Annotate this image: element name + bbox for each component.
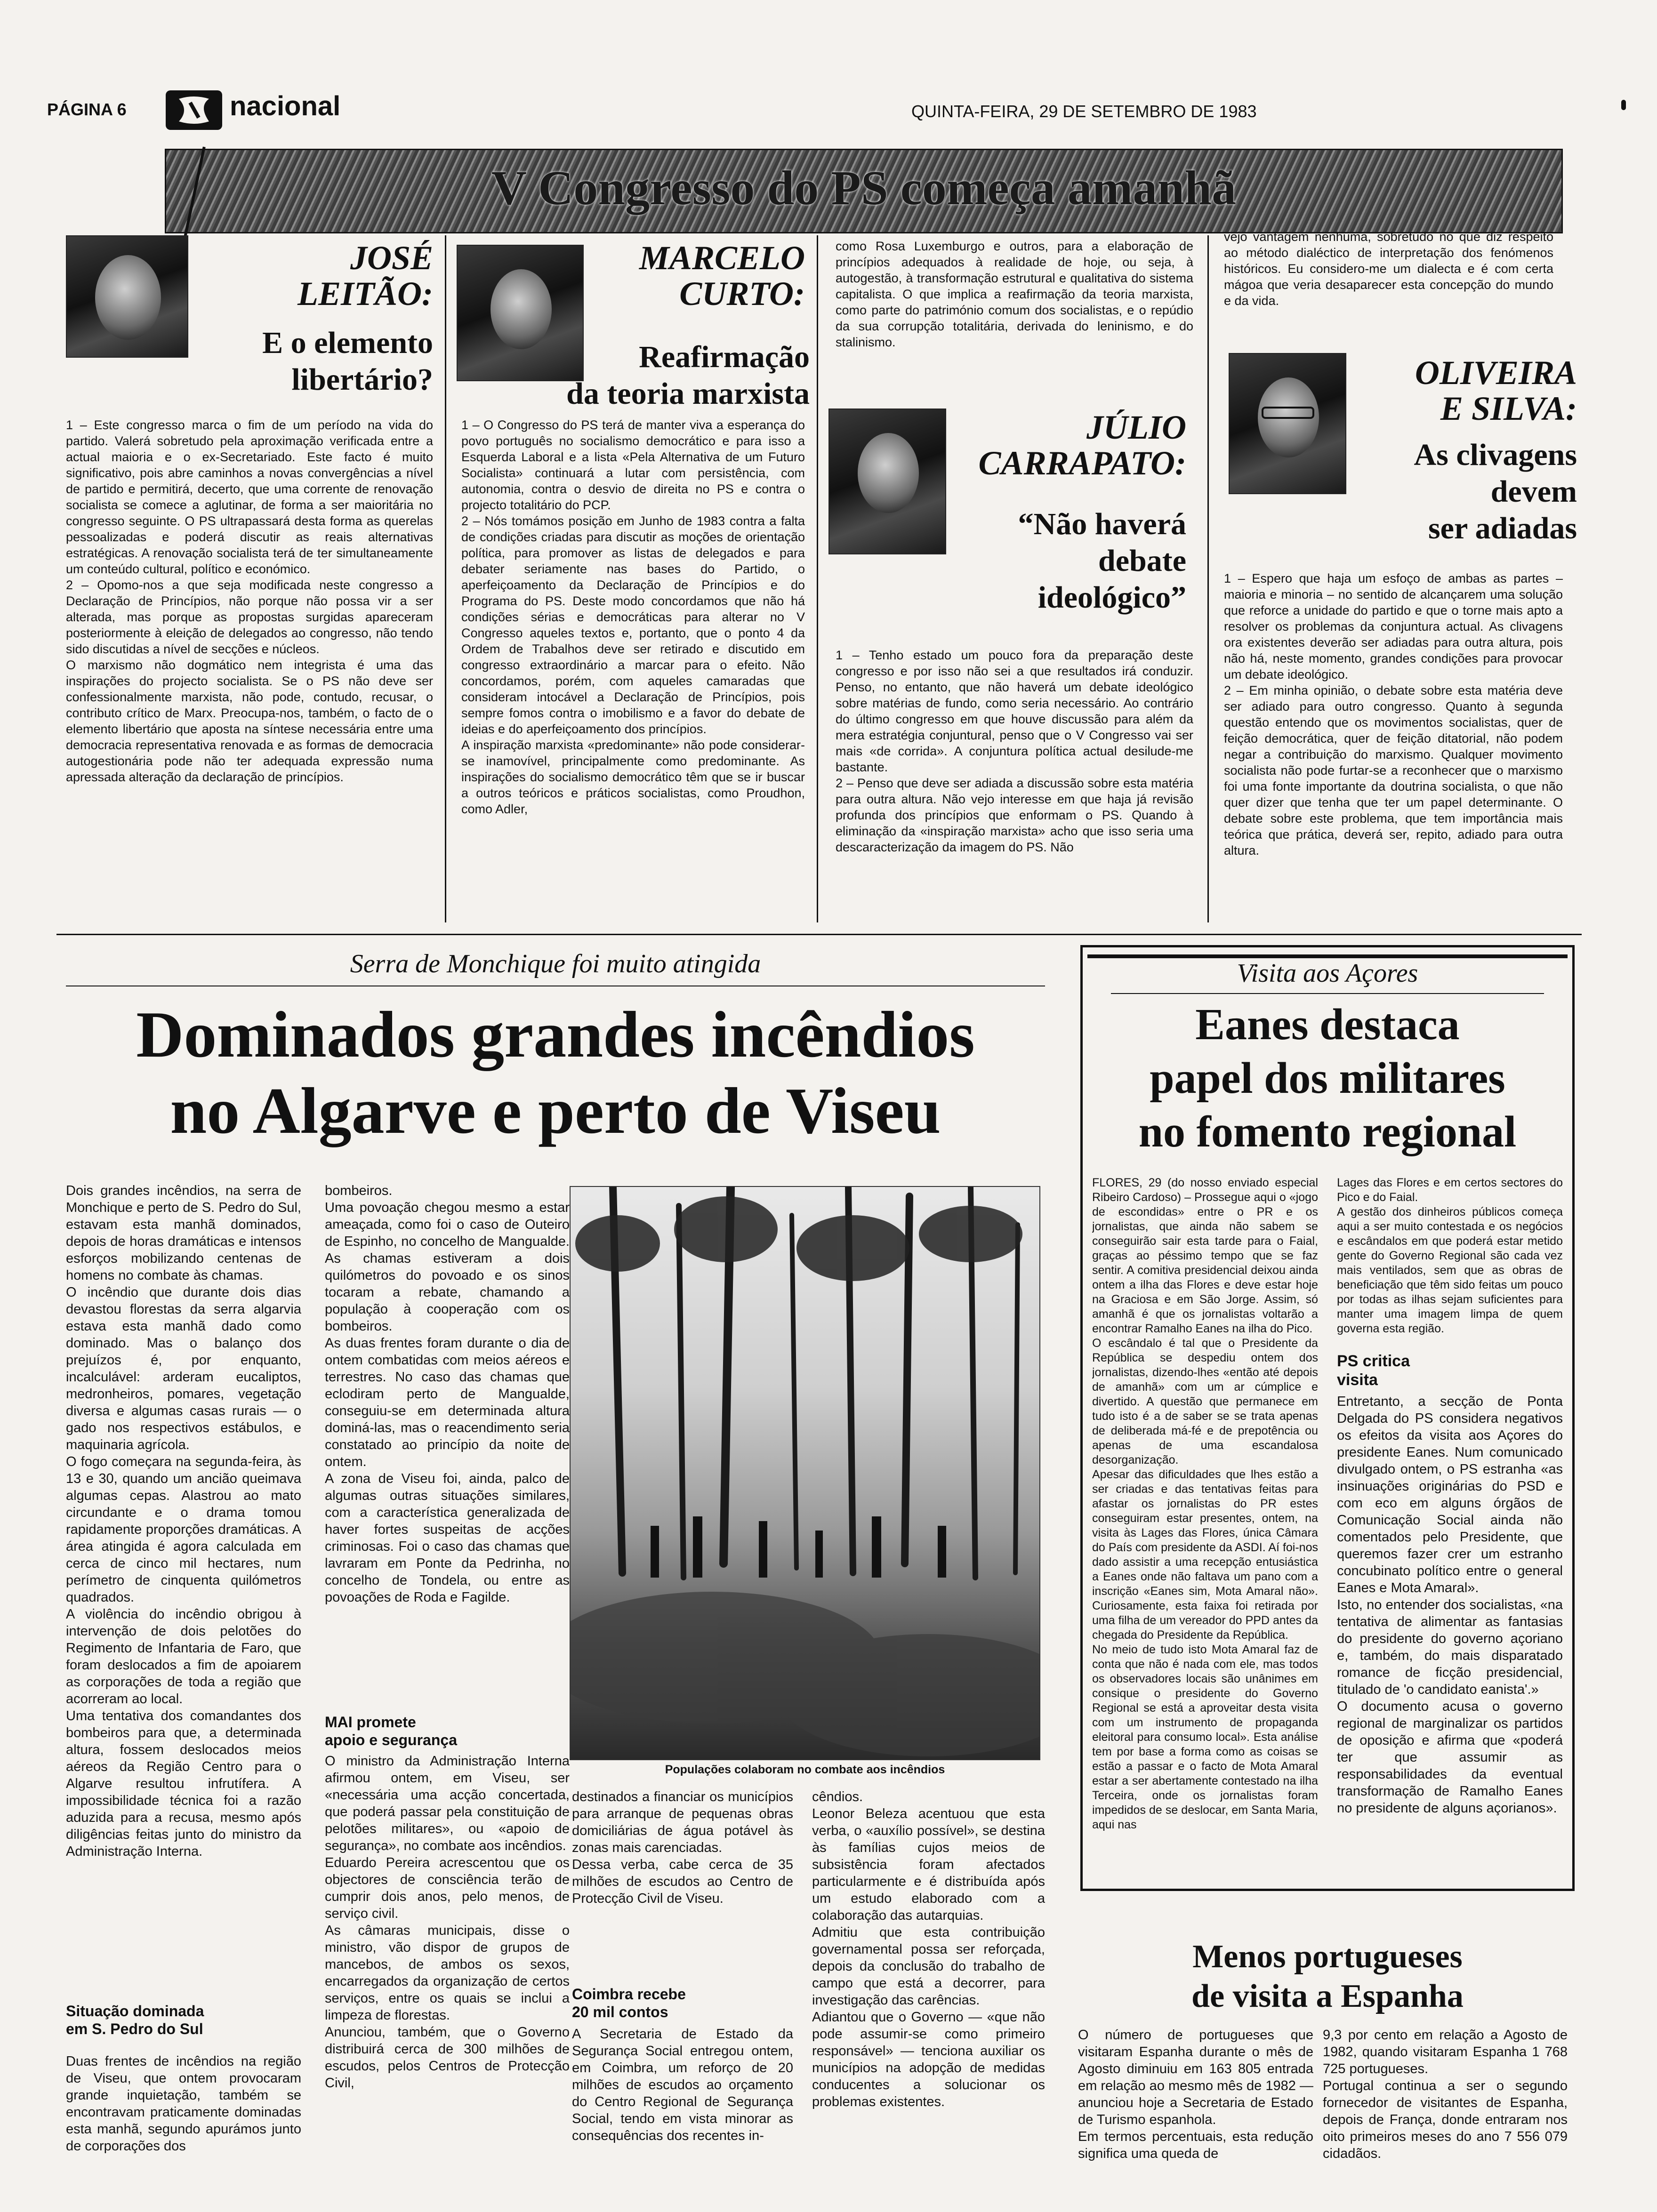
column-rule	[817, 235, 818, 922]
azores-headline: Eanes destaca papel dos militares no fomento regional	[1138, 1000, 1517, 1156]
azores-kicker: Visita aos Açores	[1237, 959, 1418, 988]
carrapato-headline: “Não haverá debate ideológico”	[1018, 507, 1186, 615]
fire-photo-caption: Populações colaboram no combate aos incêndios	[665, 1763, 945, 1776]
fires-col4: cêndios. Leonor Beleza acentuou que esta verba, o «auxílio possível», se destina às famílias cujos meios de subsistência foram afectados particularmente e é distribuída após um estudo elaborado com a colaboração das autarquias. Admitiu que esta contribuição governamental possa ser reforçada, depois da conclusão do trabalho de campo que está a decorrer, para investigação das carências. Adiantou que o Governo — «que não pode assumir-se como primeiro responsável» — tenciona auxiliar os municípios na adopção de medidas conducentes a solucionar os problemas existentes.	[812, 1789, 1045, 2109]
column-rule	[1207, 235, 1209, 922]
carrapato-text: 1 – Tenho estado um pouco fora da preparação deste congresso e por isso não sei a que resultados irá conduzir. Penso, no entanto, que não haverá um debate ideológico sobre matérias de fundo, como seria necessário. Ao contrário do último congresso em que houve discussão para além da mera estratégia conjuntural, penso que o V Congresso vai ser mais «de corrida». A conjuntura política actual desilude-me bastante. 2 – Penso que deve ser adiada a discussão sobre esta matéria para outra altura. Não vejo interesse em que haja já revisão profunda dos princípios que enformam o PS. Quando à eliminação da «inspiração marxista» acho que isso seria uma descaracterização da imagem do PS. Não	[836, 648, 1193, 854]
spain-col2: 9,3 por cento em relação a Agosto de 1982, quando visitaram Espanha 1 768 725 portugueses. Portugal continua a ser o segundo fornecedor de visitantes de Espanha, depois de França, donde entraram nos oito primeiros meses do ano 7 556 079 cidadãos.	[1323, 2028, 1568, 2161]
congress-banner-title: V Congresso do PS começa amanhã	[491, 161, 1237, 215]
curto-name: MARCELO CURTO:	[639, 239, 805, 313]
azores-col2b: Entretanto, a secção de Ponta Delgada do PS considera negativos os efeitos da visita aos Açores do presidente Eanes. Num comunicado divulgado ontem, o PS estranha «as insinuações originárias do PSD e com eco em alguns órgãos de Comunicação Social ainda não comentados pelo Presidente, que queremos fazer crer um estranho concubinato político entre o general Eanes e Mota Amaral». Isto, no entender dos socialistas, «na tentativa de alimentar as fantasias do presidente do governo açoriano e, também, do mais disparatado romance de ficção presidencial, titulado de 'o candidato eanista'.» O documento acusa o governo regional de marginalizar os partidos de oposição e afirma que «poderá ter que assumir as responsabilidades da eventual transformação de Ramalho Eanes no presidente de alguns açorianos».	[1337, 1394, 1563, 1816]
curto-headline: Reafirmação da teoria marxista	[566, 340, 810, 411]
fires-kicker: Serra de Monchique foi muito atingida	[350, 949, 761, 978]
silva-name: OLIVEIRA E SILVA:	[1415, 354, 1577, 427]
azores-col1: FLORES, 29 (do nosso enviado especial Ribeiro Cardoso) – Prossegue aqui o «jogo de escondidas» entre o PR e os jornalistas, que ainda não sabem se conseguirão sair esta tarde para o Faial, graças ao péssimo tempo que se faz sentir. A comitiva presidencial deixou ainda ontem a ilha das Flores e deve estar hoje na Graciosa e em São Jorge. Assim, só amanhã é que os jornalistas voltarão a encontrar Ramalho Eanes na ilha do Pico. O escândalo é tal que o Presidente da República se despediu ontem dos jornalistas, dizendo-lhes «então até depois de amanhã» com um ar cúmplice e divertido. A questão que permanece em tudo isto é a de saber se se trata apenas de deliberada má-fé e de prepotência ou apenas de uma escandalosa desorganização. Apesar das dificuldades que lhes estão a ser criadas e das tentativas feitas para afastar os jornalistas do PR estes conseguiram estar presentes, ontem, na visita às Lages das Flores, única Câmara do País com presidente da ASDI. Aí foi-nos dado assistir a uma recepção entusiástica a Eanes onde não faltava um pano com a inscrição «Eanes sim, Mota Amaral não». Curiosamente, esta faixa foi retirada por uma filha de um vereador do PPD antes da chegada do Presidente da República. No meio de tudo isto Mota Amaral faz de conta que não é nada com ele, mas todos os observadores locais são unânimes em consique o presidente do Governo Regional se está a aproveitar desta visita com um instrumento de propaganda eleitoral para consumo local». Esta análise tem por base a forma como as coisas se estão a passar e o facto de Mota Amaral estar a ser abertamente contestado na ilha Terceira, onde os jornalistas foram impedidos de se deslocar, em Santa Maria, aqui nas	[1092, 1176, 1318, 1831]
fires-subhead-3: Coimbra recebe 20 mil contos	[572, 1986, 686, 2020]
page-label: PÁGINA 6	[47, 100, 127, 119]
section-title: nacional	[230, 91, 341, 121]
fires-subhead-2: MAI promete apoio e segurança	[325, 1714, 457, 1748]
curto-text: 1 – O Congresso do PS terá de manter viva a esperança do povo português no socialismo democrático e para isso a Esquerda Laboral e a lista «Pela Alternativa de um Futuro Socialista» continuará a lutar com persistência, com autonomia, contra o desvio de direita no PS e contra o projecto totalitário do PCP. 2 – Nós tomámos posição em Junho de 1983 contra a falta de condições criadas para discutir as moções de orientação política, para promover as listas de delegados e para debater seriamente nas bases do Partido, o aperfeiçoamento da Declaração de Princípios e do Programa do PS. Deste modo concordamos que não há condições sérias e democráticas para alterar no V Congresso aqueles textos e, portanto, que o ponto 4 da Ordem de Trabalhos deve ser retirado e discutido em congresso extraordinário a marcar para o efeito. Não concordamos, porém, com aqueles camaradas que consideram intocável a Declaração de Princípios, pois sempre fomos contra o imobilismo e a favor do debate de ideias e do aperfeiçoamento dos princípios. A inspiração marxista «predominante» não pode considerar-se inamovível, principalmente como predominante. As inspirações do socialismo democrático têm que se ir buscar a outros teóricos e práticos socialistas, como Proudhon, como Adler,	[461, 418, 805, 816]
top-dot	[1621, 100, 1626, 110]
fires-col1b: Duas frentes de incêndios na região de Viseu, que ontem provocaram grande inquietação, também se encontravam praticamente dominadas esta manhã, segundo apurámos junto de corporações dos	[66, 2054, 301, 2154]
fires-col2b: O ministro da Administração Interna afirmou ontem, em Viseu, ser «necessária uma acção concertada, que poderá passar pela constituição de pelotões militares», ou «apoio de segurança», no combate aos incêndios. Eduardo Pereira acrescentou que os objectores de consciência terão de cumprir dois anos, pelo menos, de serviço civil. As câmaras municipais, disse o ministro, vão dispor de grupos de mancebos, de ambos os sexos, encarregados da organização de certos serviços, entre os quais se inclui a limpeza de florestas. Anunciou, também, que o Governo distribuirá cerca de 300 milhões de escudos, pelos Centros de Protecção Civil,	[325, 1754, 570, 2091]
carrapato-name: JÚLIO CARRAPATO:	[978, 409, 1186, 482]
curto-continuation: como Rosa Luxemburgo e outros, para a elaboração de princípios adequados à realidade de hoje, ou seja, à autogestão, à transformação estrutural e qualitativa do sistema capitalista. O que implica a reafirmação da teoria marxista, como parte do património comum dos socialistas, e o repúdio da sua corrupção totalitária, derivada do leninismo, e do stalinismo.	[836, 239, 1193, 349]
spain-col1: O número de portugueses que visitaram Espanha durante o mês de Agosto diminuiu em 163 805 entrada em relação ao mesmo mês de 1982 — anunciou hoje a Secretaria de Estado de Turismo espanhola. Em termos percentuais, esta redução significa uma queda de	[1078, 2028, 1313, 2161]
spain-headline: Menos portugueses de visita a Espanha	[1191, 1939, 1464, 2014]
fires-col2: bombeiros. Uma povoação chegou mesmo a estar ameaçada, como foi o caso de Outeiro de Espinho, no concelho de Mangualde. As chamas estiveram a dois quilómetros do povoado e os sinos tocaram a rebate, chamando a população à cooperação com os bombeiros. As duas frentes foram durante o dia de ontem combatidas com meios aéreos e terrestres. No caso das chamas que eclodiram perto de Mangualde, conseguiu-se em determinada altura dominá-las, mas o reacendimento seria constatado ao princípio da noite de ontem. A zona de Viseu foi, ainda, palco de algumas outras situações similares, com a característica generalizada de haver fortes suspeitas de acções criminosas. Foi o caso das chamas que lavraram em Ponte da Pedrinha, no concelho de Tondela, ou entre as povoações de Roda e Fagilde.	[325, 1183, 570, 1605]
silva-text: 1 – Espero que haja um esfoço de ambas as partes – maioria e minoria – no sentido de alcançarem uma solução que reforce a unidade do partido e que o torne mais apto a resolver os problemas da conjuntura actual. As clivagens ora existentes deverão ser adiadas para outra altura, pois não há, neste momento, grandes condições para provocar um debate ideológico. 2 – Em minha opinião, o debate sobre esta matéria deve ser adiado para outro congresso. Quanto à segunda questão entendo que os movimentos socialistas, quer de feição democrática, quer de feição ditatorial, não podem negar a contribuição do marxismo. Qualquer movimento socialista não pode furtar-se a reconhecer que o marxismo foi uma fonte importante da doutrina socialista, o que não quer dizer que tenha que ter um papel determinante. O debate sobre este problema, que tem importância mais teórica que prática, deverá ser, repito, adiado para outra altura.	[1224, 571, 1563, 858]
fire-photo	[570, 1186, 1040, 1760]
column-rule	[445, 235, 446, 922]
leitao-name: JOSÉ LEITÃO:	[298, 239, 433, 313]
fires-headline: Dominados grandes incêndios no Algarve e perto de Viseu	[136, 998, 975, 1147]
azores-subhead: PS critica visita	[1337, 1352, 1410, 1389]
fires-col3b: A Secretaria de Estado da Segurança Social entregou ontem, em Coimbra, um reforço de 20 milhões de escudos ao orçamento do Centro Regional de Segurança Social, tendo em vista minorar as consequências dos recentes in-	[572, 2027, 793, 2143]
silva-headline: As clivagens devem ser adiadas	[1414, 438, 1577, 545]
azores-top-rule	[1087, 954, 1568, 958]
leitao-text: 1 – Este congresso marca o fim de um período na vida do partido. Valerá sobretudo pela aproximação verificada entre a actual maioria e o ex-Secretariado. Este facto é muito significativo, pois abre caminhos a novas convergências a nível de partido e permitirá, decerto, que uma corrente de renovação socialista se comece a aglutinar, de forma a ser maioritária no congresso seguinte. O PS ultrapassará desta forma as querelas pessoalizadas e poderá discutir as reais alternativas estratégicas. A renovação socialista terá de ter simultaneamente um conteúdo cultural, político e económico. 2 – Opomo-nos a que seja modificada neste congresso a Declaração de Princípios, não porque não possa vir a ser alterada, mas porque as propostas surgidas apareceram posteriormente à eleição de delegados ao congresso, não tendo sido discutidas a nível de secções e núcleos. O marxismo não dogmático nem integrista é uma das inspirações do projecto socialista. Se o PS não deve ser confessionalmente marxista, não pode, contudo, recusar, o contributo crítico de Marx. Preocupa-nos, também, o facto de o elemento libertário que aposta na síntese necessária entre uma democracia representativa renovada e as formas de democracia autogestionária pode não ter adequada expressão numa apressada alteração da declaração de princípios.	[66, 418, 433, 784]
section-divider	[56, 934, 1582, 935]
azores-col2: Lages das Flores e em certos sectores do Pico e do Faial. A gestão dos dinheiros públicos começa aqui a ser muito contestada e os negócios e escândalos em que poderá estar metido gente do Governo Regional são cada vez mais ventilados, sem que as obras de beneficiação que têm sido feitas um pouco por todas as ilhas sejam suficientes para manter uma imagem limpa de quem governa esta região.	[1337, 1176, 1563, 1335]
kicker-rule	[1111, 993, 1544, 994]
fires-col1: Dois grandes incêndios, na serra de Monchique e perto de S. Pedro do Sul, estavam esta manhã dominados, depois de horas dramáticas e intensos esforços mobilizando centenas de homens no combate às chamas. O incêndio que durante dois dias devastou florestas da serra algarvia estava esta manhã dado como dominado. Mas o balanço dos prejuízos é, por enquanto, incalculável: arderam eucaliptos, medronheiros, pomares, vegetação diversa e algumas casas rurais — o gado nos respectivos estábulos, e maquinaria agrícola. O fogo começara na segunda-feira, às 13 e 30, quando um ancião queimava algumas cepas. Alastrou ao mato circundante e o drama tomou rapidamente proporções dramáticas. A área atingida é agora calculada em cerca de cinco mil hectares, num perímetro de cinquenta quilómetros quadrados. A violência do incêndio obrigou à intervenção de dois pelotões do Regimento de Infantaria de Faro, que foram deslocados a fim de apoiarem as corporações de toda a região que acorreram ao local. Uma tentativa dos comandantes dos bombeiros para que, a determinada altura, fossem deslocados meios aéreos da Região Centro para o Algarve resultou infrutífera. A impossibilidade técnica foi a razão aduzida para a recusa, mesmo após diligências feitas junto do ministro da Administração Interna.	[66, 1183, 301, 1859]
silva-continuation: vejo vantagem nenhuma, sobretudo no que diz respeito ao método dialéctico de interpretação dos fenómenos históricos. Eu considero-me um dialecta e é com certa mágoa que veria desaparecer esta concepção do mundo e da vida.	[1224, 230, 1553, 308]
fires-col3: destinados a financiar os municípios para arranque de pequenas obras domiciliárias de água potável às zonas mais carenciadas. Dessa verba, cabe cerca de 35 milhões de escudos ao Centro de Protecção Civil de Viseu.	[572, 1789, 793, 1906]
section-logo	[166, 90, 222, 130]
issue-date: QUINTA-FEIRA, 29 DE SETEMBRO DE 1983	[911, 102, 1257, 121]
fires-subhead-1: Situação dominada em S. Pedro do Sul	[66, 2003, 204, 2037]
leitao-headline: E o elemento libertário?	[262, 326, 433, 397]
